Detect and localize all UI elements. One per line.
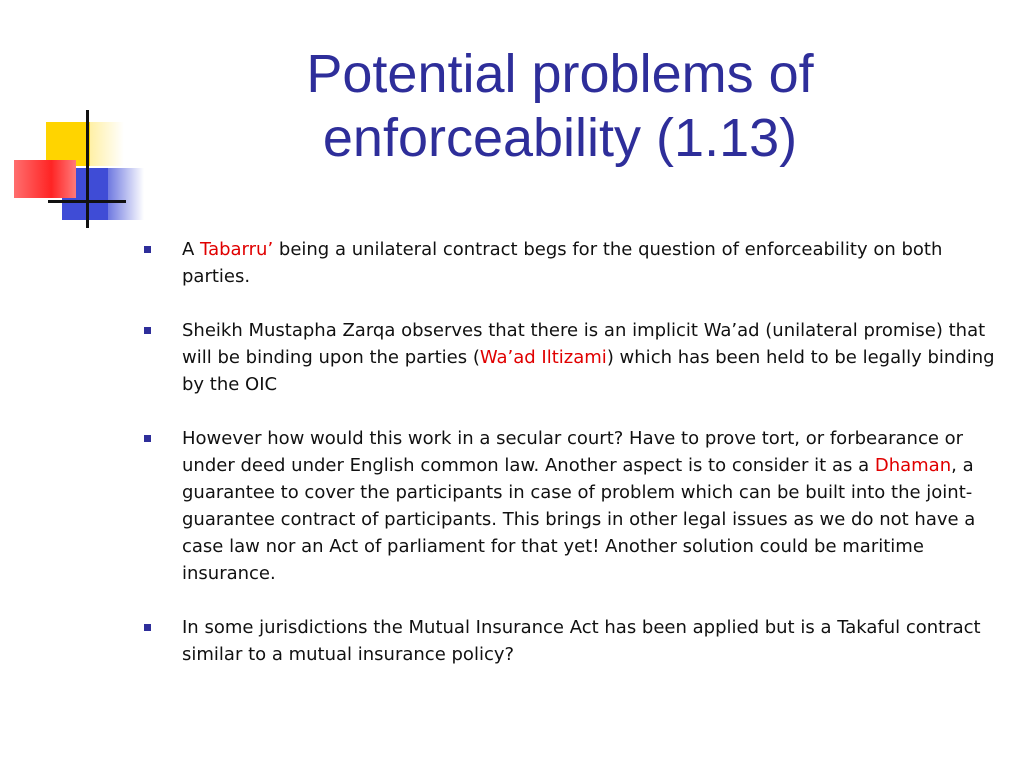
- square-bullet-icon: [144, 246, 151, 253]
- decor-blue-fade: [108, 168, 144, 220]
- title-line-1: Potential problems of: [306, 44, 814, 104]
- decor-horizontal-line: [48, 200, 126, 203]
- bullet-3-highlight: Dhaman: [874, 455, 952, 476]
- bullet-4-text-a: In some jurisdictions the Mutual Insurance Act has been applied but is a Takaful contract similar to a mutual insurance policy?: [182, 617, 981, 665]
- bullet-item-1: [140, 236, 1000, 290]
- bullet-list: [140, 236, 1000, 695]
- bullet-3-text-b: , a guarantee to cover the participants in case of problem which can be built into the joint-guarantee contract of participants. This brings in other legal issues as we do not have a case law nor an Act of parliament for that yet! Another solution could be maritime insurance.: [182, 455, 976, 584]
- bullet-2-text-a: Sheikh Mustapha Zarqa observes that there is an implicit Wa’ad (unilateral promise) that will be binding upon the parties (: [182, 320, 986, 368]
- decor-vertical-line: [86, 110, 89, 228]
- bullet-3-text-a: However how would this work in a secular court? Have to prove tort, or forbearance or under deed under English common law. Another aspect is to consider it as a: [182, 428, 964, 476]
- slide-title: [200, 42, 920, 170]
- bullet-2-text-b: ) which has been held to be legally binding by the OIC: [182, 347, 995, 395]
- decor-yellow-fade: [90, 122, 124, 166]
- decor-red-square: [14, 160, 76, 198]
- bullet-1-text-b: being a unilateral contract begs for the question of enforceability on both parties.: [182, 239, 943, 287]
- bullet-2-highlight: Wa’ad Iltizami: [479, 347, 607, 368]
- square-bullet-icon: [144, 624, 151, 631]
- title-line-2: enforceability (1.13): [322, 108, 798, 168]
- corner-decoration: [0, 0, 150, 240]
- bullet-item-3: [140, 425, 1000, 587]
- square-bullet-icon: [144, 327, 151, 334]
- bullet-1-highlight: Tabarru’: [200, 239, 274, 260]
- bullet-item-2: [140, 317, 1000, 398]
- bullet-item-4: [140, 614, 1000, 668]
- square-bullet-icon: [144, 435, 151, 442]
- bullet-1-text-a: A: [182, 239, 201, 260]
